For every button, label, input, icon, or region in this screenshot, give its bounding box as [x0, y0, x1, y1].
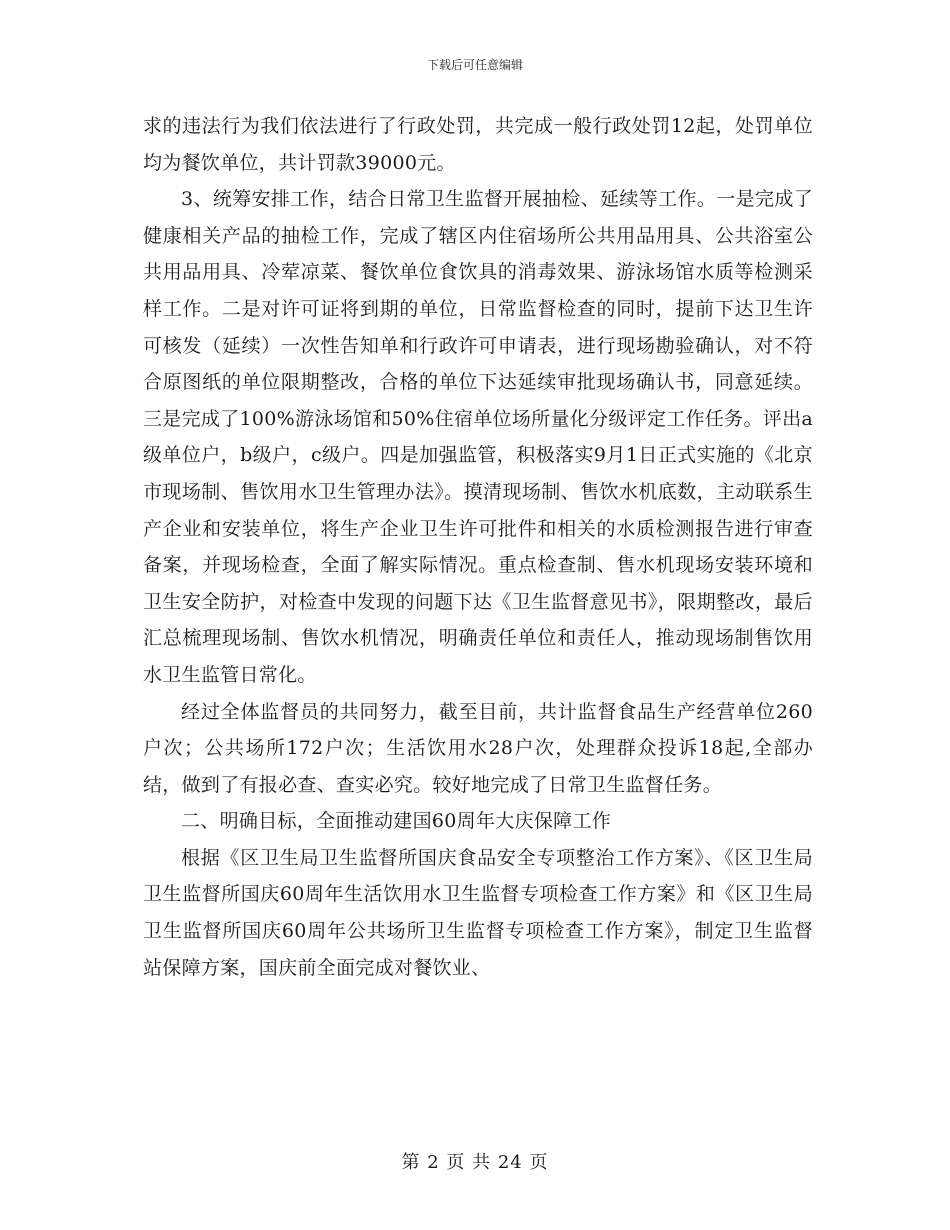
paragraph: 经过全体监督员的共同努力，截至目前，共计监督食品生产经营单位260户次；公共场所172户次；生活饮用水28户次，处理群众投诉18起,全部办结，做到了有报必查、查实必究。较好地完成了日常卫生监督任务。 — [143, 700, 813, 796]
document-body — [143, 108, 813, 986]
page-number: 第 2 页 共 24 页 — [401, 1152, 549, 1173]
paragraph: 3、统筹安排工作，结合日常卫生监督开展抽检、延续等工作。一是完成了健康相关产品的抽检工作，完成了辖区内住宿场所公共用品用具、公共浴室公共用品用具、冷荤凉菜、餐饮单位食饮具的消毒效果、游泳场馆水质等检测采样工作。二是对许可证将到期的单位，日常监督检查的同时，提前下达卫生许可核发（延续）一次性告知单和行政许可申请表，进行现场勘验确认，对不符合原图纸的单位限期整改，合格的单位下达延续审批现场确认书，同意延续。三是完成了100%游泳场馆和50%住宿单位场所量化分级评定工作任务。评出a级单位户，b级户，c级户。四是加强监管，积极落实9月1日正式实施的《北京市现场制、售饮用水卫生管理办法》。摸清现场制、售饮水机底数，主动联系生产企业和安装单位，将生产企业卫生许可批件和相关的水质检测报告进行审查备案，并现场检查，全面了解实际情况。重点检查制、售水机现场安装环境和卫生安全防护，对检查中发现的问题下达《卫生监督意见书》，限期整改，最后汇总梳理现场制、售饮水机情况，明确责任单位和责任人，推动现场制售饮用水卫生监管日常化。 — [143, 188, 813, 686]
page-header: 下载后可任意编辑 — [426, 58, 523, 72]
paragraph: 根据《区卫生局卫生监督所国庆食品安全专项整治工作方案》、《区卫生局卫生监督所国庆60周年生活饮用水卫生监督专项检查工作方案》和《区卫生局卫生监督所国庆60周年公共场所卫生监督专项检查工作方案》，制定卫生监督站保障方案，国庆前全面完成对餐饮业、 — [143, 846, 813, 979]
paragraph: 求的违法行为我们依法进行了行政处罚，共完成一般行政处罚12起，处罚单位均为餐饮单位，共计罚款39000元。 — [143, 115, 813, 174]
section-heading: 二、明确目标，全面推动建国60周年大庆保障工作 — [181, 810, 612, 833]
